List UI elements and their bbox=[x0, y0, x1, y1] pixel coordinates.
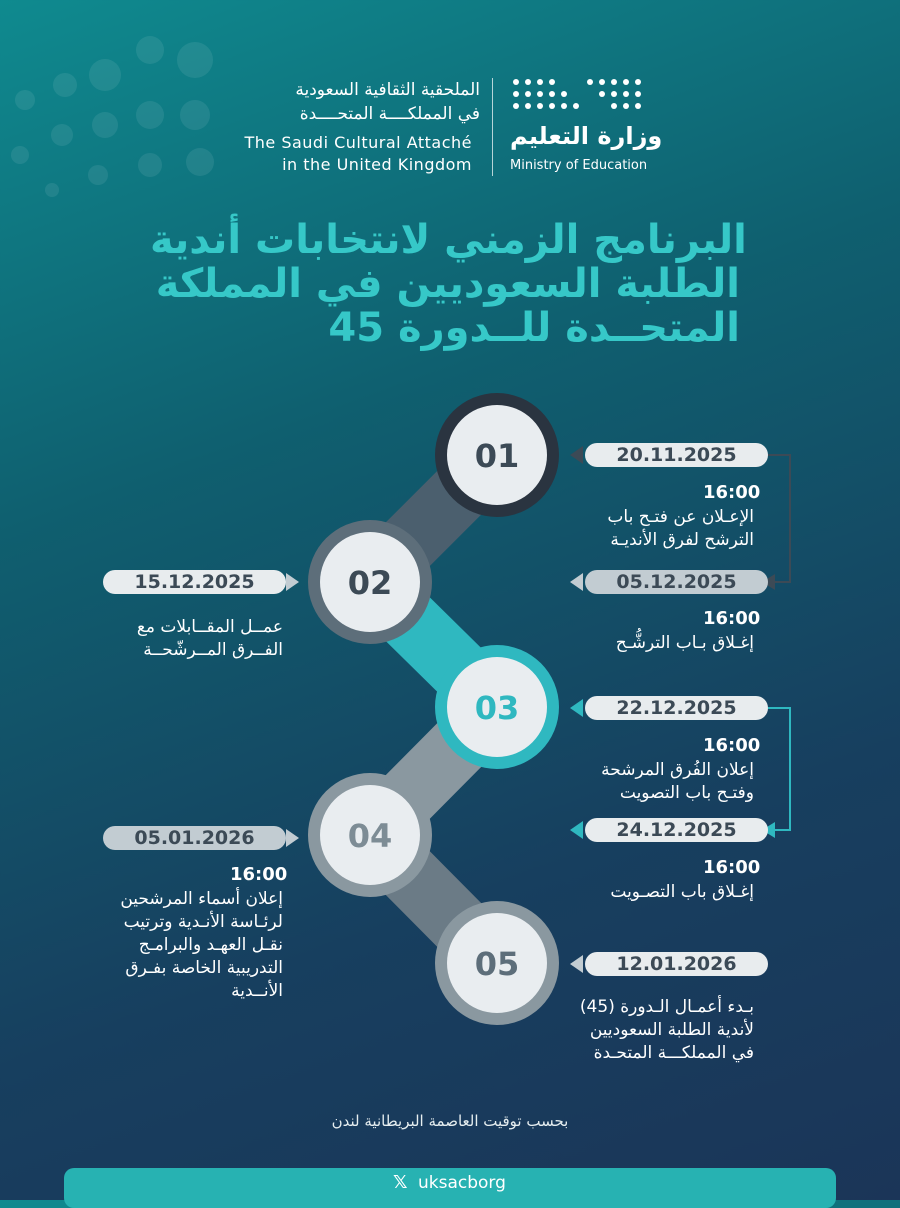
description-7-line-1: بـدء أعمـال الـدورة (45) bbox=[579, 997, 754, 1017]
pointer-arrow-icon bbox=[570, 446, 583, 464]
description-6-line-4: التدريبية الخاصة بفـرق bbox=[125, 958, 283, 978]
ministry-logo-dots bbox=[513, 79, 641, 109]
description-2-line-1: إغـلاق بـاب الترشُّـح bbox=[615, 633, 754, 653]
description-7-line-2: لأندية الطلبة السعوديين bbox=[589, 1020, 754, 1040]
header-divider bbox=[492, 78, 493, 176]
social-handle[interactable]: uksacborg bbox=[418, 1173, 506, 1193]
description-6-line-2: لرئـاسة الأنـدية وترتيب bbox=[123, 912, 283, 932]
attache-arabic bbox=[295, 78, 480, 126]
time-5: 16:00 bbox=[703, 857, 761, 878]
pointer-arrow-icon bbox=[570, 699, 583, 717]
description-4-line-1: إعلان الفُرق المرشحة bbox=[601, 760, 754, 780]
date-pill-3: 15.12.2025 bbox=[103, 570, 286, 594]
description-6-line-3: نقـل العهـد والبرامـج bbox=[138, 935, 283, 955]
attache-english-line-1: The Saudi Cultural Attaché bbox=[244, 133, 472, 152]
pointer-arrow-icon bbox=[570, 821, 583, 839]
pointer-arrow-icon bbox=[286, 573, 299, 591]
step-number-03: 03 bbox=[474, 689, 520, 727]
title-line-2: الطلبة السعوديين في المملكة bbox=[155, 261, 740, 307]
ministry-name-arabic: وزارة التعليم bbox=[510, 122, 663, 150]
time-1: 16:00 bbox=[703, 482, 761, 503]
step-number-01: 01 bbox=[474, 437, 520, 475]
description-3 bbox=[137, 616, 283, 662]
attache-arabic-line-2: في المملكــــة المتحــــدة bbox=[299, 104, 480, 124]
description-1-line-2: الترشح لفرق الأنديـة bbox=[610, 530, 754, 550]
description-1 bbox=[607, 506, 754, 552]
x-logo-icon[interactable]: 𝕏 bbox=[393, 1172, 408, 1193]
page-title bbox=[150, 217, 747, 351]
date-pill-5: 24.12.2025 bbox=[585, 818, 768, 842]
description-2 bbox=[616, 632, 754, 655]
attache-english bbox=[244, 132, 472, 176]
time-4: 16:00 bbox=[703, 735, 761, 756]
description-4 bbox=[601, 759, 754, 805]
description-6 bbox=[120, 888, 283, 1003]
description-6-line-1: إعلان أسماء المرشحين bbox=[120, 889, 283, 909]
step-number-04: 04 bbox=[347, 817, 393, 855]
ministry-name-english: Ministry of Education bbox=[510, 158, 648, 173]
description-1-line-1: الإعـلان عن فتـح باب bbox=[607, 507, 754, 527]
attache-arabic-line-1: الملحقية الثقافية السعودية bbox=[295, 80, 480, 100]
date-pill-1: 20.11.2025 bbox=[585, 443, 768, 467]
description-3-line-1: عمــل المقــابلات مع bbox=[136, 617, 283, 637]
description-5 bbox=[610, 881, 754, 904]
attache-english-line-2: in the United Kingdom bbox=[282, 155, 472, 174]
description-7-line-3: في المملكـــة المتحـدة bbox=[593, 1043, 754, 1063]
date-pill-2: 05.12.2025 bbox=[585, 570, 768, 594]
description-7 bbox=[580, 996, 754, 1065]
time-2: 16:00 bbox=[703, 608, 761, 629]
title-line-1: البرنامج الزمني لانتخابات أندية bbox=[150, 217, 747, 263]
timezone-note: بحسب توقيت العاصمة البريطانية لندن bbox=[331, 1112, 569, 1130]
pointer-arrow-icon bbox=[570, 955, 583, 973]
step-number-05: 05 bbox=[474, 945, 520, 983]
title-line-3: المتحــدة للــدورة 45 bbox=[328, 305, 740, 351]
description-4-line-2: وفتـح باب التصويت bbox=[619, 783, 754, 803]
pointer-arrow-icon bbox=[286, 829, 299, 847]
description-5-line-1: إغـلاق باب التصـويت bbox=[610, 882, 754, 902]
time-6: 16:00 bbox=[230, 864, 288, 885]
step-number-02: 02 bbox=[347, 564, 393, 602]
description-6-line-5: الأنــدية bbox=[231, 981, 283, 1001]
description-3-line-2: الفــرق المــرشّحــة bbox=[143, 640, 283, 660]
date-pill-6: 05.01.2026 bbox=[103, 826, 286, 850]
date-pill-7: 12.01.2026 bbox=[585, 952, 768, 976]
pointer-arrow-icon bbox=[570, 573, 583, 591]
date-pill-4: 22.12.2025 bbox=[585, 696, 768, 720]
